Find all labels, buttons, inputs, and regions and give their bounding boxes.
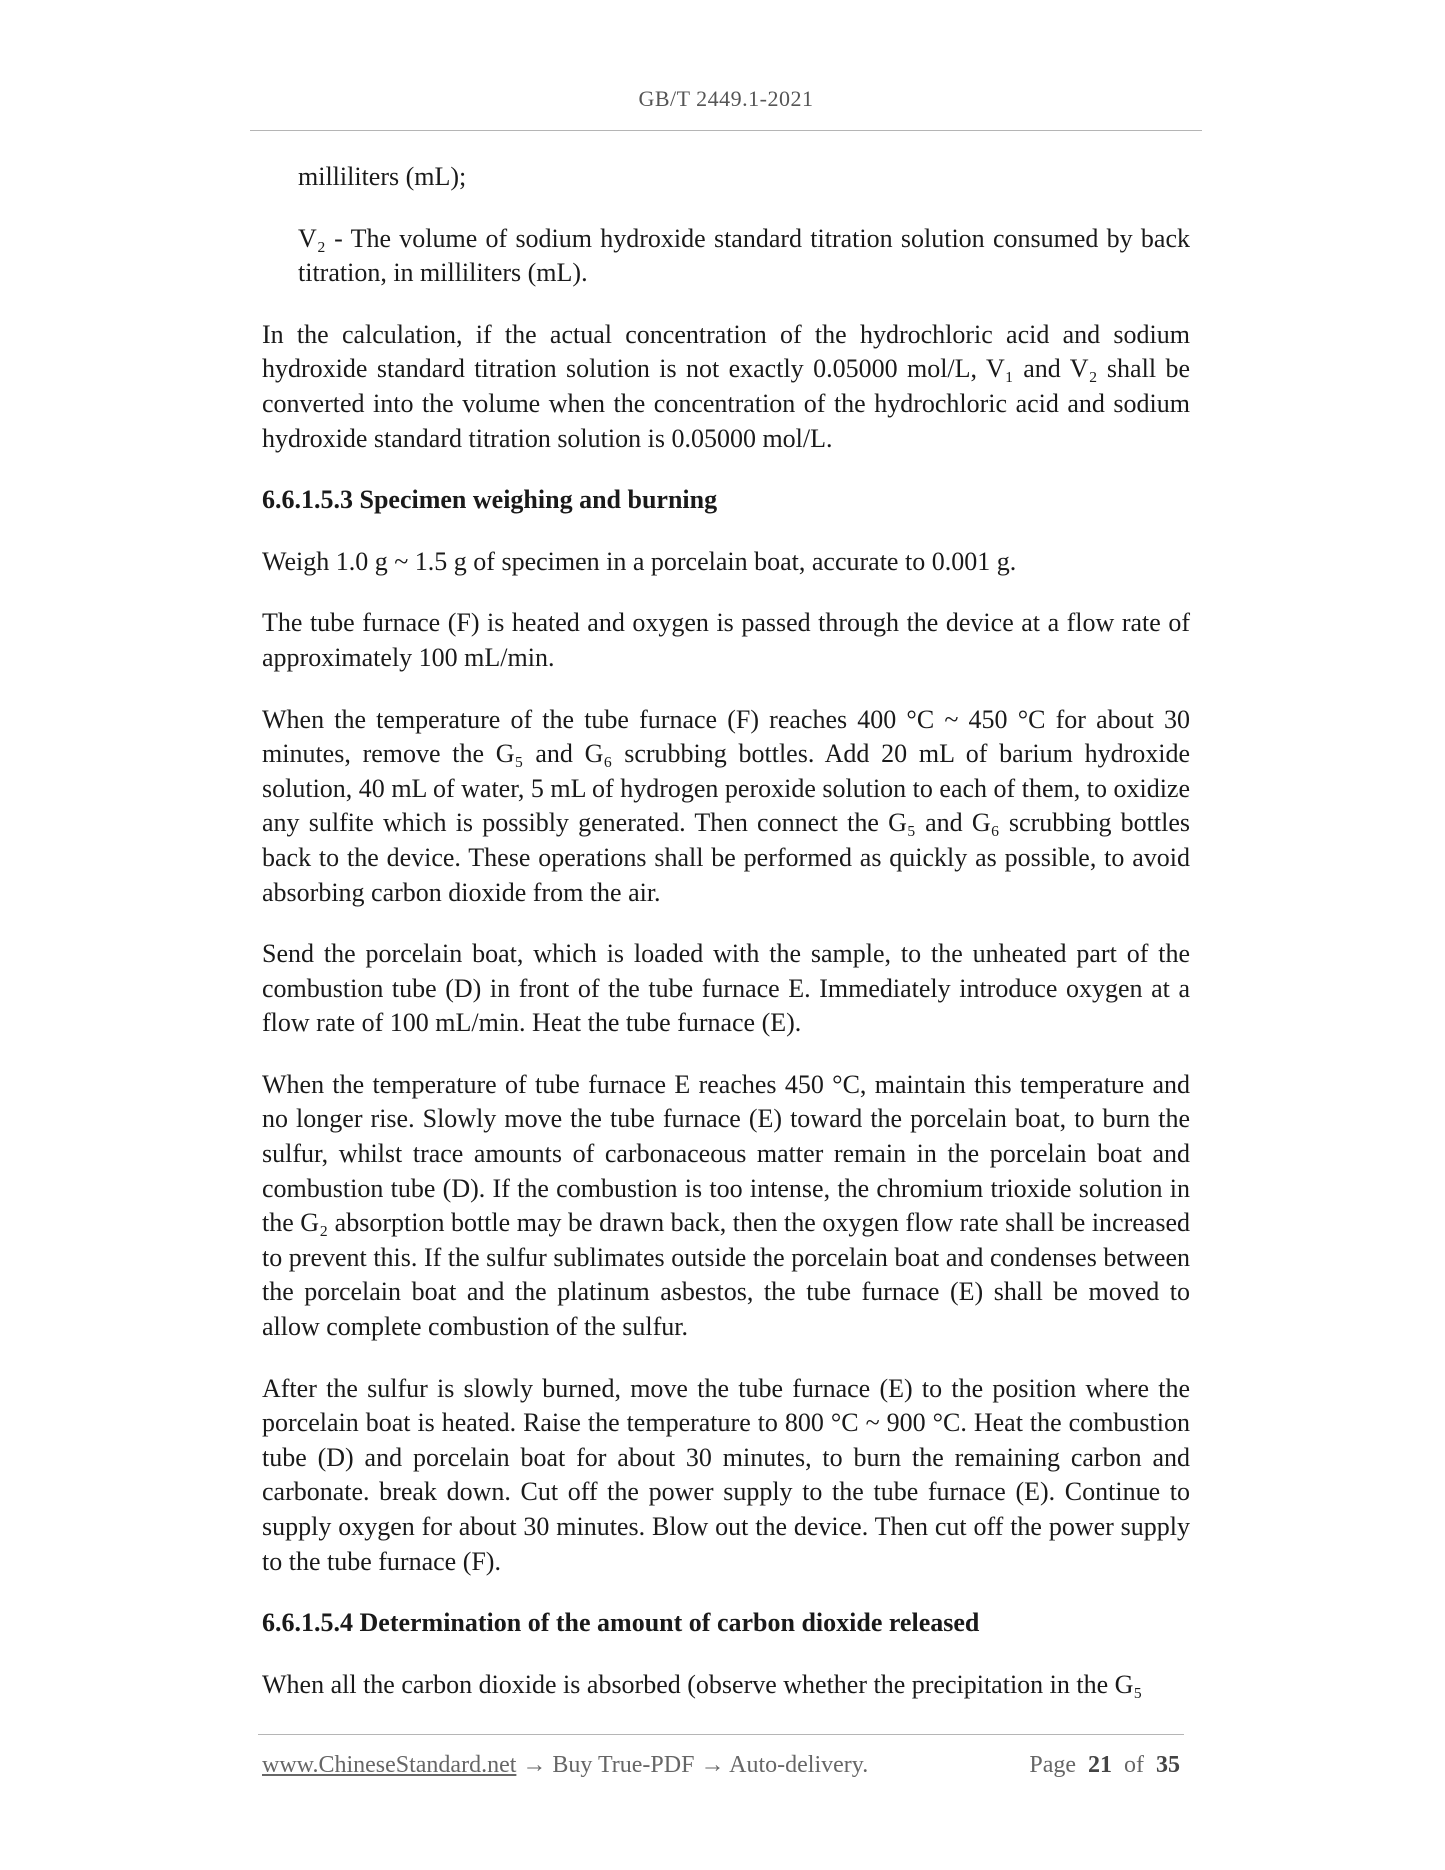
page-body xyxy=(262,160,1190,1729)
paragraph-heat-furnace-f: The tube furnace (F) is heated and oxygen is passed through the device at a flow rate of approximately 100 mL/min. xyxy=(262,608,1190,672)
paragraph-calculation-note: In the calculation, if the actual concentration of the hydrochloric acid and sodium hydroxide standard titration solution is not exactly 0.05000 mol/L, V₁ and V₂ shall be converted into the volume when the concentration of the hydrochloric acid and sodium hydroxide standard titration solution is 0.05000 mol/L. xyxy=(262,319,1190,453)
buy-pdf-text: Buy True-PDF xyxy=(552,1752,695,1778)
current-page-number: 21 xyxy=(1088,1752,1112,1778)
auto-delivery-text: Auto-delivery. xyxy=(729,1752,869,1778)
paragraph-co2-absorbed: When all the carbon dioxide is absorbed (observe whether the precipitation in the G₅ xyxy=(262,1669,1143,1699)
paragraph-send-porcelain-boat: Send the porcelain boat, which is loaded with the sample, to the unheated part of the combustion tube (D) in front of the tube furnace E. Immediately introduce oxygen at a flow rate of 100 mL/min. Heat the tube furnace (E). xyxy=(262,939,1190,1038)
document-id-header: GB/T 2449.1-2021 xyxy=(638,86,814,111)
arrow-right-icon: → xyxy=(700,1752,725,1778)
page-indicator xyxy=(1029,1752,1180,1779)
section-heading-specimen-weighing: 6.6.1.5.3 Specimen weighing and burning xyxy=(262,485,718,515)
paragraph-v2-definition: V₂ - The volume of sodium hydroxide standard titration solution consumed by back titration, in milliliters (mL). xyxy=(298,223,1190,288)
paragraph-burn-sulfur: When the temperature of tube furnace E reaches 450 °C, maintain this temperature and no longer rise. Slowly move the tube furnace (E) toward the porcelain boat, to burn the sulfur, whilst trace amounts of carbonaceous matter remain in the porcelain boat and combustion tube (D). If the combustion is too intense, the chromium trioxide solution in the G₂ absorption bottle may be drawn back, then the oxygen flow rate shall be increased to prevent this. If the sulfur sublimates outside the porcelain boat and condenses between the porcelain boat and the platinum asbestos, the tube furnace (E) shall be moved to allow complete combustion of the sulfur. xyxy=(262,1069,1190,1342)
page-label: Page xyxy=(1029,1752,1076,1778)
paragraph-raise-temperature: After the sulfur is slowly burned, move the tube furnace (E) to the position where the porcelain boat is heated. Raise the temperature to 800 °C ~ 900 °C. Heat the combustion tube (D) and porcelain boat for about 30 minutes, to burn the remaining carbon and carbonate. break down. Cut off the power supply to the tube furnace (E). Continue to supply oxygen for about 30 minutes. Blow out the device. Then cut off the power supply to the tube furnace (F). xyxy=(262,1373,1190,1576)
header-divider xyxy=(250,130,1202,131)
paragraph-units: milliliters (mL); xyxy=(298,162,467,191)
footer-links xyxy=(262,1752,868,1779)
paragraph-weigh-specimen: Weigh 1.0 g ~ 1.5 g of specimen in a porcelain boat, accurate to 0.001 g. xyxy=(262,546,1017,576)
total-pages: 35 xyxy=(1156,1752,1180,1778)
paragraph-scrubbing-bottles: When the temperature of the tube furnace (F) reaches 400 °C ~ 450 °C for about 30 minutes, remove the G₅ and G₆ scrubbing bottles. Add 20 mL of barium hydroxide solution, 40 mL of water, 5 mL of hydrogen peroxide solution to each of them, to oxidize any sulfite which is possibly generated. Then connect the G₅ and G₆ scrubbing bottles back to the device. These operations shall be performed as quickly as possible, to avoid absorbing carbon dioxide from the air. xyxy=(262,704,1190,907)
footer-divider xyxy=(258,1734,1184,1735)
arrow-right-icon: → xyxy=(522,1752,547,1778)
section-heading-co2-determination: 6.6.1.5.4 Determination of the amount of carbon dioxide released xyxy=(262,1608,980,1638)
site-link[interactable]: www.ChineseStandard.net xyxy=(262,1752,517,1778)
of-label: of xyxy=(1124,1752,1144,1778)
